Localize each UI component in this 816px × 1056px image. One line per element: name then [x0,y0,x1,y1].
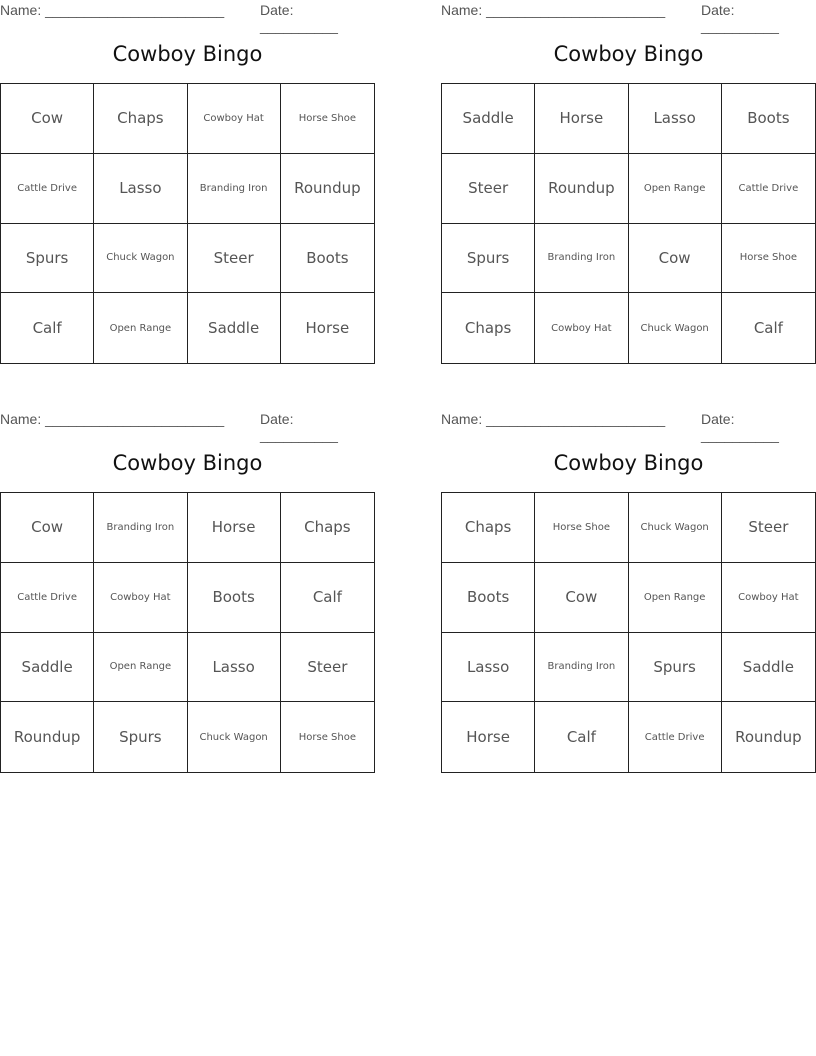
bingo-cell: Horse Shoe [722,224,815,294]
bingo-cell: Open Range [629,154,722,224]
bingo-cell: Spurs [94,702,187,772]
bingo-grid [0,83,375,364]
bingo-cell: Roundup [1,702,94,772]
bingo-cell: Branding Iron [188,154,281,224]
name-field-label: Name: _______________________ [441,411,666,427]
bingo-cell: Cattle Drive [1,563,94,633]
bingo-cell: Boots [188,563,281,633]
name-field-label: Name: _______________________ [441,2,666,18]
card-title: Cowboy Bingo [553,451,704,475]
bingo-cell: Saddle [722,633,815,703]
bingo-cell: Cowboy Hat [722,563,815,633]
bingo-cell: Roundup [535,154,628,224]
bingo-cell: Chuck Wagon [629,293,722,363]
bingo-cell: Lasso [629,84,722,154]
bingo-cell: Open Range [94,293,187,363]
card-header [0,0,375,34]
bingo-cell: Horse Shoe [281,84,374,154]
bingo-card-2 [441,0,816,364]
bingo-cell: Branding Iron [535,633,628,703]
bingo-cell: Calf [1,293,94,363]
date-field-label: Date: __________ [260,411,338,443]
bingo-cell: Spurs [1,224,94,294]
bingo-cell: Boots [722,84,815,154]
bingo-grid [441,492,816,773]
bingo-card-3 [0,409,375,773]
bingo-cell: Calf [281,563,374,633]
bingo-grid [0,492,375,773]
bingo-cell: Lasso [188,633,281,703]
bingo-cell: Branding Iron [535,224,628,294]
name-field-label: Name: _______________________ [0,2,225,18]
bingo-cell: Cattle Drive [1,154,94,224]
bingo-cell: Horse Shoe [535,493,628,563]
bingo-cell: Lasso [94,154,187,224]
bingo-cell: Saddle [442,84,535,154]
bingo-cell: Calf [535,702,628,772]
card-header [441,409,816,443]
card-header [0,409,375,443]
bingo-cell: Lasso [442,633,535,703]
bingo-cell: Roundup [281,154,374,224]
bingo-cell: Cow [1,84,94,154]
bingo-cell: Horse [442,702,535,772]
bingo-cell: Chaps [442,293,535,363]
card-title: Cowboy Bingo [553,42,704,66]
bingo-grid [441,83,816,364]
bingo-cell: Cattle Drive [722,154,815,224]
bingo-cell: Chaps [281,493,374,563]
bingo-cell: Open Range [94,633,187,703]
card-title: Cowboy Bingo [112,451,263,475]
bingo-cell: Cowboy Hat [94,563,187,633]
bingo-cell: Steer [281,633,374,703]
bingo-cell: Horse [305,319,350,338]
bingo-cell: Boots [281,224,374,294]
bingo-cell: Branding Iron [94,493,187,563]
bingo-cell: Spurs [629,633,722,703]
bingo-cell: Cow [1,493,94,563]
bingo-cell: Cattle Drive [629,702,722,772]
bingo-cell: Calf [753,319,783,338]
bingo-cell: Roundup [735,728,802,747]
bingo-cell: Horse [188,493,281,563]
name-field-label: Name: _______________________ [0,411,225,427]
bingo-card-4 [441,409,816,773]
bingo-cell: Steer [188,224,281,294]
bingo-cell: Spurs [442,224,535,294]
bingo-cell: Open Range [629,563,722,633]
date-field-label: Date: __________ [701,2,779,34]
bingo-cell: Cow [629,224,722,294]
bingo-cell: Chaps [442,493,535,563]
card-header [441,0,816,34]
bingo-cell: Cow [535,563,628,633]
date-field-label: Date: __________ [701,411,779,443]
bingo-cell: Chaps [94,84,187,154]
bingo-cell: Chuck Wagon [188,702,281,772]
bingo-cell: Cowboy Hat [535,293,628,363]
bingo-cell: Steer [442,154,535,224]
date-field-label: Date: __________ [260,2,338,34]
card-title: Cowboy Bingo [112,42,263,66]
bingo-cell: Chuck Wagon [629,493,722,563]
bingo-cell: Horse [535,84,628,154]
bingo-cell: Horse Shoe [298,731,356,743]
bingo-cell: Cowboy Hat [188,84,281,154]
bingo-cell: Saddle [188,293,281,363]
bingo-card-1 [0,0,375,364]
bingo-cell: Steer [722,493,815,563]
bingo-cell: Chuck Wagon [94,224,187,294]
bingo-cell: Boots [442,563,535,633]
bingo-cell: Saddle [1,633,94,703]
